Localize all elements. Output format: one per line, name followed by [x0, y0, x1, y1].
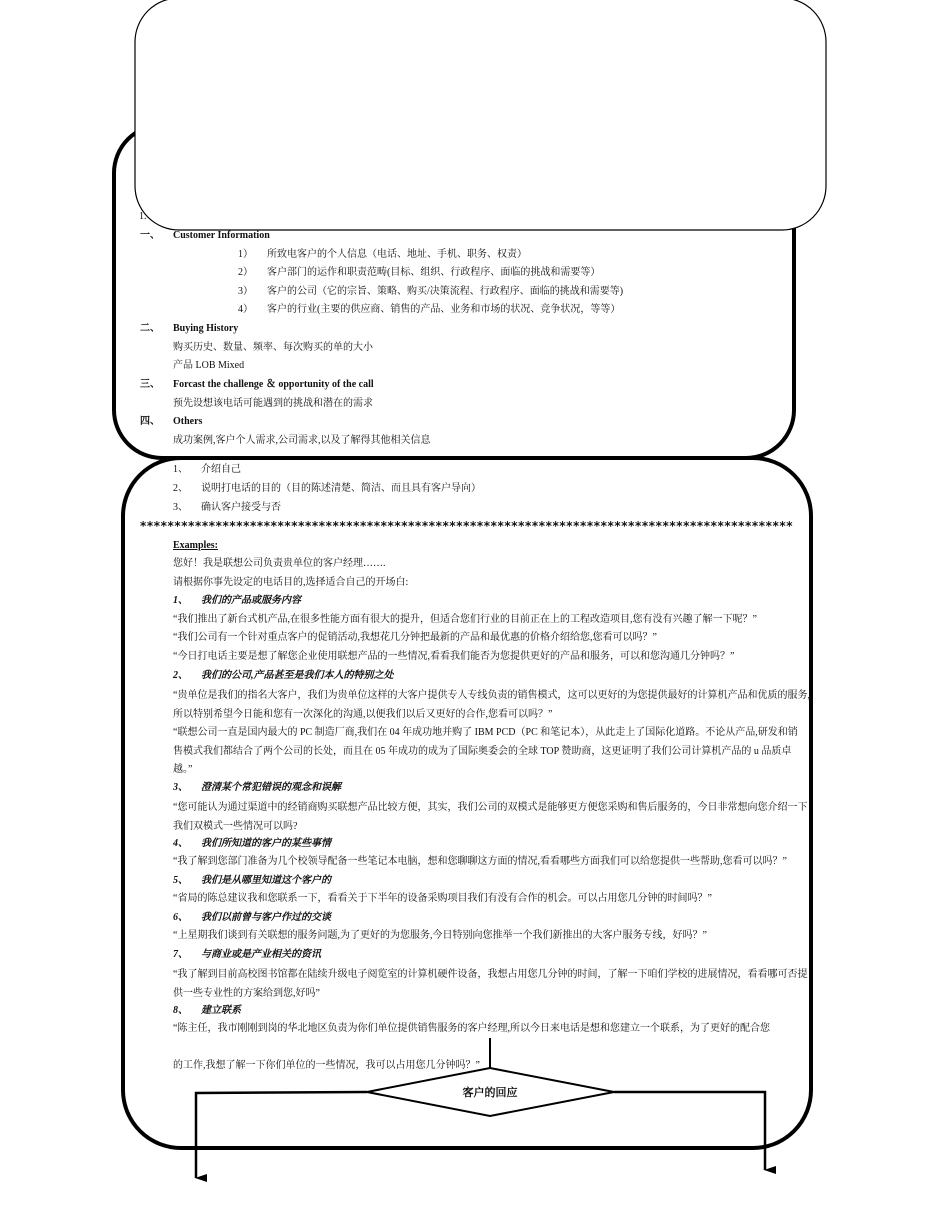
example-num: 3、: [173, 782, 188, 793]
example-num: 7、: [173, 949, 188, 960]
example-title: 澄清某个常犯错误的观念和误解: [201, 782, 341, 793]
examples-label: Examples:: [173, 540, 218, 551]
step-num: 3、: [173, 502, 188, 513]
example-title: 我们是从哪里知道这个客户的: [201, 875, 331, 886]
section-title: Others: [173, 416, 203, 427]
section-line: 购买历史、数量、频率、每次购买的单的大小: [173, 342, 373, 353]
step-num: 2、: [173, 483, 188, 494]
example-quote: 的工作,我想了解一下你们单位的一些情况，我可以占用您几分钟吗？”: [173, 1060, 480, 1071]
example-quote: “我了解到您部门准备为几个校领导配备一些笔记本电脑，想和您聊聊这方面的情况,看看哪些方面我们可以给您提供一些帮助,您看可以吗？”: [173, 856, 787, 867]
example-num: 1、: [173, 595, 188, 606]
example-num: 4、: [173, 838, 188, 849]
item-num: 3）: [238, 286, 253, 297]
item-num: 4）: [238, 304, 253, 315]
example-num: 2、: [173, 670, 188, 681]
list-item: 所致电客户的个人信息（电话、地址、手机、职务、权责）: [267, 249, 527, 260]
item-num: 1）: [238, 249, 253, 260]
top-blank-terminator: [135, 0, 826, 230]
section-line: 产品 LOB Mixed: [173, 360, 245, 371]
example-title: 建立联系: [201, 1005, 241, 1016]
section-line: 成功案例,客户个人需求,公司需求,以及了解得其他相关信息: [173, 435, 431, 446]
example-quote: “我们公司有一个针对重点客户的促销活动,我想花几分钟把最新的产品和最优惠的价格介绍给您,您看可以吗？”: [173, 632, 657, 643]
step-text: 确认客户接受与否: [201, 502, 281, 513]
step-num: 1、: [173, 464, 188, 475]
example-num: 6、: [173, 912, 188, 923]
step-text: 介绍自己: [201, 464, 241, 475]
star-separator: ***********************************************************************************************: [140, 519, 794, 533]
example-quote: “我了解到目前高校图书馆都在陆续升级电子阅览室的计算机硬件设备，我想占用您几分钟的时间，了解一下咱们学校的进展情况，看看哪可否提供一些专业性的方案给到您,好吗”: [173, 969, 808, 999]
example-title: 我们以前曾与客户作过的交谈: [201, 912, 331, 923]
example-num: 5、: [173, 875, 188, 886]
example-num: 8、: [173, 1005, 188, 1016]
example-quote: “您可能认为通过渠道中的经销商购买联想产品比较方便，其实，我们公司的双模式是能够更方便您采购和售后服务的，今日非常想向您介绍一下我们双模式一些情况可以吗?: [173, 802, 808, 832]
step-text: 说明打电话的目的（目的陈述清楚、简洁、而且具有客户导向）: [201, 483, 481, 494]
example-title: 我们的公司,产品甚至是我们本人的特别之处: [201, 670, 394, 681]
example-quote: “陈主任，我市刚刚到岗的华北地区负责为你们单位提供销售服务的客户经理,所以今日来电话是想和您建立一个联系，为了更好的配合您: [173, 1023, 770, 1034]
example-quote: “联想公司一直是国内最大的 PC 制造厂商,我们在 04 年成功地并购了 IBM PCD（PC 和笔记本），从此走上了国际化道路。不论从产品,研发和销售模式我们都结合了两个公司的长处，而且在 05 年成功的成为了国际奥委会的全球 TOP 赞助商，这更证明了我们公司计算机产品的 u 品质卓越。”: [173, 727, 798, 775]
truncated-mark: 1.: [139, 211, 147, 222]
section-num: 二、: [140, 323, 160, 334]
item-num: 2）: [238, 267, 253, 278]
example-title: 我们所知道的客户的某些事情: [201, 838, 331, 849]
list-item: 客户的行业(主要的供应商、销售的产品、业务和市场的状况、竞争状况，等等）: [267, 304, 621, 315]
section-line: 预先设想该电话可能遇到的挑战和潜在的需求: [173, 398, 373, 409]
section-title: Forcast the challenge ＆ opportunity of the call: [173, 379, 374, 390]
example-quote: “省局的陈总建议我和您联系一下，看看关于下半年的设备采购项目我们有没有合作的机会。可以占用您几分钟的时间吗？”: [173, 893, 712, 904]
list-item: 客户的公司（它的宗旨、策略、购买/决策流程、行政程序、面临的挑战和需要等): [267, 286, 624, 297]
left-branch-arrow: [196, 1092, 367, 1178]
decision-label: 客户的回应: [462, 1086, 518, 1099]
intro-line: 您好！我是联想公司负责贵单位的客户经理…….: [173, 558, 386, 569]
example-quote: “今日打电话主要是想了解您企业使用联想产品的一些情况,看看我们能否为您提供更好的产品和服务，可以和您沟通几分钟吗？”: [173, 651, 735, 662]
example-quote: “上星期我们谈到有关联想的服务问题,为了更好的为您服务,今日特别向您推举一个我们新推出的大客户服务专线，好吗？”: [173, 930, 707, 941]
section-num: 三、: [140, 379, 160, 390]
section-title: Buying History: [173, 323, 239, 334]
section-num: 一、: [140, 230, 160, 241]
example-title: 与商业或是产业相关的资讯: [201, 949, 321, 960]
section-num: 四、: [140, 416, 160, 427]
right-branch-arrow: [614, 1092, 765, 1170]
intro-line: 请根据你事先设定的电话目的,选择适合自己的开场白:: [173, 577, 409, 588]
section-title: Customer Information: [173, 230, 270, 241]
example-title: 我们的产品或服务内容: [201, 595, 301, 606]
list-item: 客户部门的运作和职责范畴(目标、组织、行政程序、面临的挑战和需要等）: [267, 267, 601, 278]
example-quote: “贵单位是我们的指名大客户，我们为贵单位这样的大客户提供专人专线负责的销售模式，这可以更好的为您提供最好的计算机产品和优质的服务,所以特别希望今日能和您有一次深化的沟通,以便我们以后又更好的合作,您看可以吗？”: [173, 690, 810, 720]
example-quote: “我们推出了新台式机产品,在很多性能方面有很大的提升，但适合您们行业的目前正在上的工程改造项目,您有没有兴趣了解一下呢？”: [173, 614, 757, 625]
